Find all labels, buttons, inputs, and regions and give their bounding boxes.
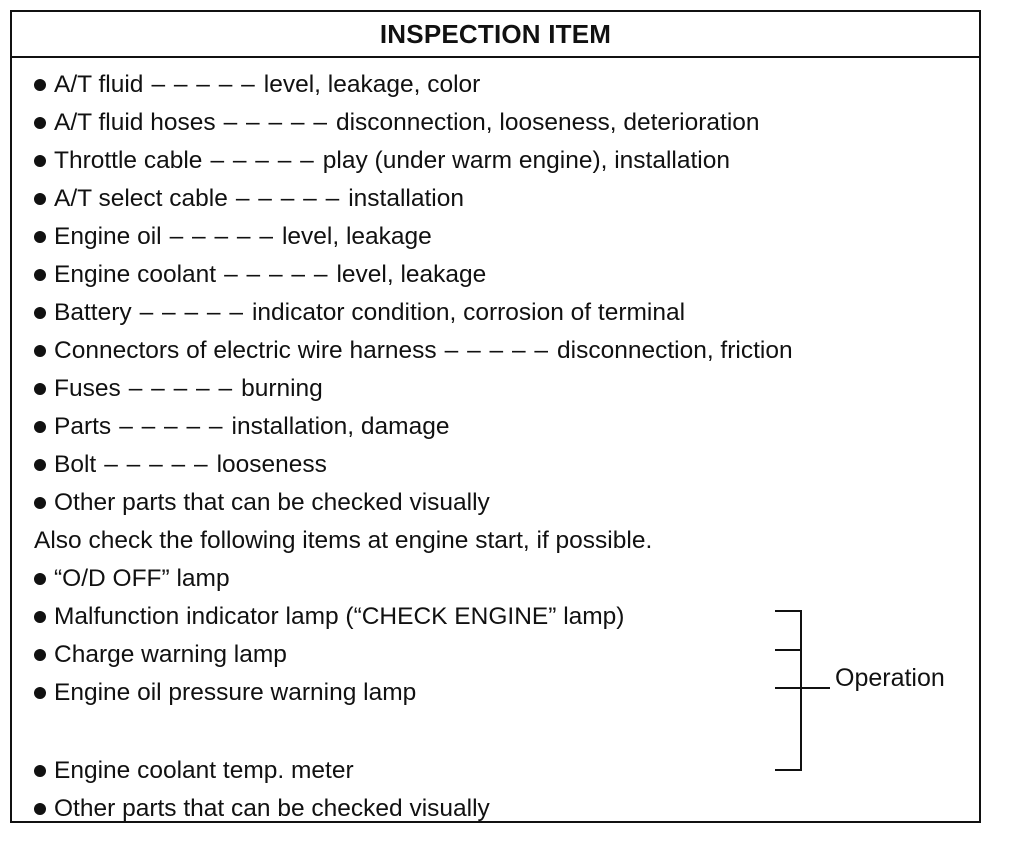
item-description: indicator condition, corrosion of terminal — [251, 299, 686, 326]
table-header: INSPECTION ITEM — [12, 12, 979, 58]
note-text: Also check the following items at engine start, if possible. — [34, 527, 653, 554]
item-name: Fuses — [54, 375, 121, 402]
dash-leader: – – – – – — [119, 413, 224, 440]
item-name: Connectors of electric wire harness — [54, 337, 437, 364]
item-name: Engine coolant — [54, 261, 217, 288]
dash-leader: – – – – – — [104, 451, 209, 478]
item-description: level, leakage, color — [263, 71, 481, 98]
dash-leader: – – – – – — [444, 337, 549, 364]
item-description: installation, damage — [231, 413, 450, 440]
item-name: Other parts that can be checked visually — [54, 489, 490, 516]
item-name: Engine oil — [54, 223, 162, 250]
item-name: Engine coolant temp. meter — [54, 757, 354, 784]
item-description: installation — [348, 185, 464, 212]
item-name: A/T fluid — [54, 71, 144, 98]
dash-leader: – – – – – — [235, 185, 341, 212]
item-name: Throttle cable — [54, 147, 203, 174]
dash-leader: – – – – – — [128, 375, 234, 402]
item-name: Battery — [54, 299, 132, 326]
item-name: A/T fluid hoses — [54, 109, 216, 136]
item-name: Parts — [54, 413, 112, 440]
item-description: disconnection, friction — [557, 337, 793, 364]
item-description: level, leakage — [281, 223, 432, 250]
item-name: Malfunction indicator lamp (“CHECK ENGINE” lamp) — [54, 603, 625, 630]
item-description: play (under warm engine), installation — [322, 147, 730, 174]
item-description: looseness — [216, 451, 327, 478]
item-name: Bolt — [54, 451, 97, 478]
item-description: level, leakage — [336, 261, 487, 288]
item-name: Other parts that can be checked visually — [54, 795, 490, 822]
dash-leader: – – – – – — [223, 109, 328, 136]
operation-label: Operation — [835, 664, 945, 692]
bracket-line — [775, 611, 801, 770]
item-name: A/T select cable — [54, 185, 228, 212]
item-name: Charge warning lamp — [54, 641, 287, 668]
dash-leader: – – – – – — [169, 223, 274, 250]
dash-leader: – – – – – — [139, 299, 244, 326]
dash-leader: – – – – – — [151, 71, 256, 98]
dash-leader: – – – – – — [210, 147, 315, 174]
dash-leader: – – – – – — [224, 261, 329, 288]
item-name: “O/D OFF” lamp — [54, 565, 230, 592]
item-description: burning — [241, 375, 323, 402]
item-description: disconnection, looseness, deterioration — [335, 109, 760, 136]
item-name: Engine oil pressure warning lamp — [54, 679, 417, 706]
